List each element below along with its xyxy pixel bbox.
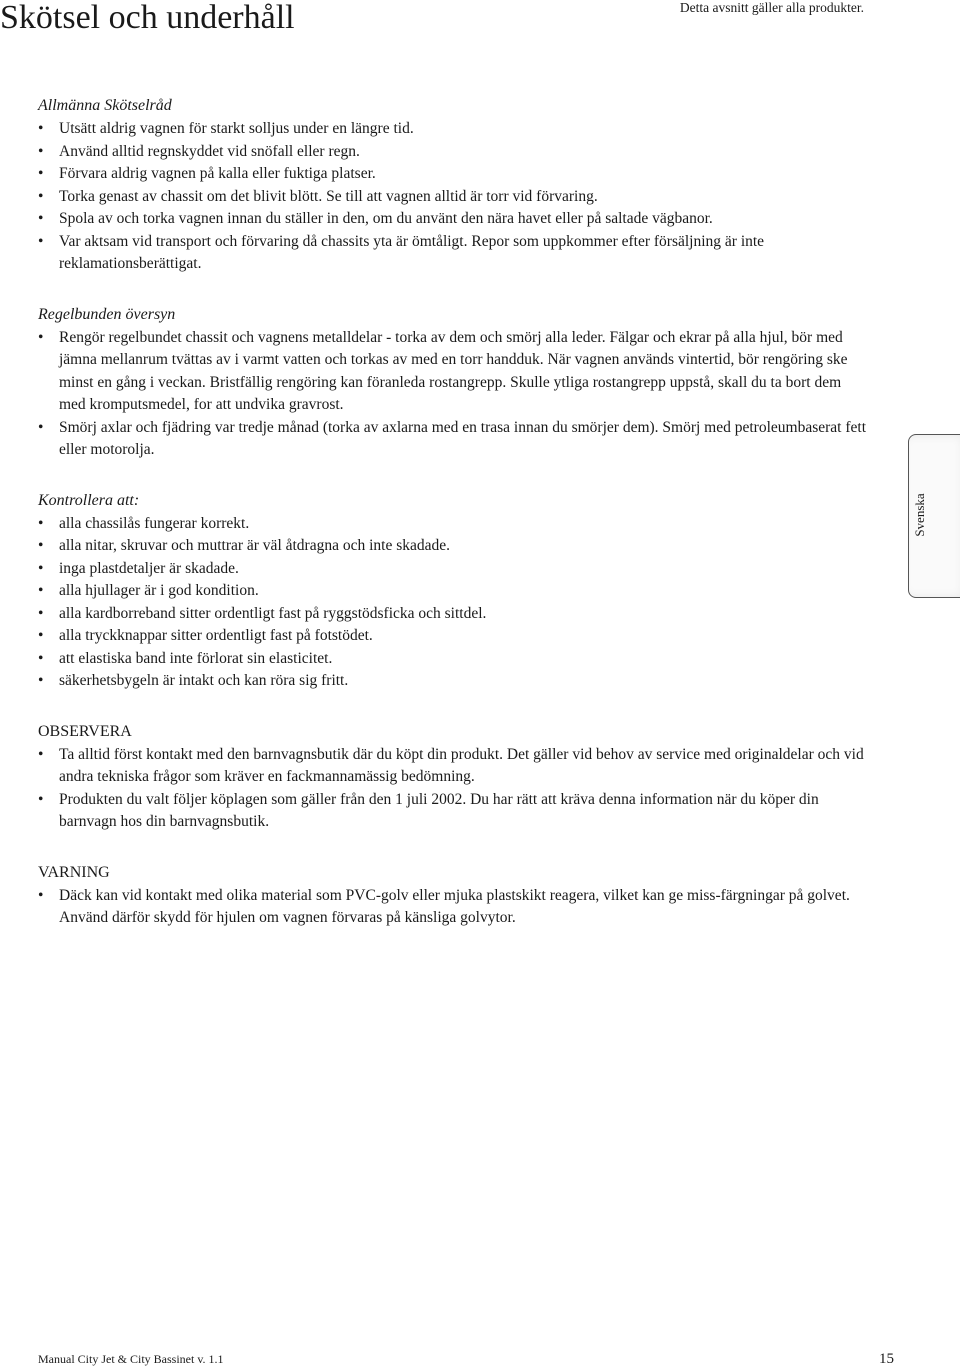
list-item: • Torka genast av chassit om det blivit blött. Se till att vagnen alltid är torr vid förvaring.: [38, 186, 868, 209]
footer-manual-title: Manual City Jet & City Bassinet v. 1.1: [38, 1352, 224, 1366]
content: [38, 95, 868, 958]
list-item: • Utsätt aldrig vagnen för starkt solljus under en längre tid.: [38, 118, 868, 141]
list-item: • Använd alltid regnskyddet vid snöfall eller regn.: [38, 141, 868, 164]
list-item: • alla hjullager är i god kondition.: [38, 580, 868, 603]
section-heading: Regelbunden översyn: [38, 305, 176, 323]
page-number: 15: [879, 1351, 894, 1367]
list-item: • alla kardborreband sitter ordentligt fast på ryggstödsficka och sittdel.: [38, 603, 868, 626]
list-item: • Smörj axlar och fjädring var tredje månad (torka av axlarna med en trasa innan du smörjer dem). Smörj med petroleumbaserat fett eller motorolja.: [38, 417, 868, 462]
list-item: • Förvara aldrig vagnen på kalla eller fuktiga platser.: [38, 163, 868, 186]
bullet-list: [38, 885, 868, 930]
list-item: • Produkten du valt följer köplagen som gäller från den 1 juli 2002. Du har rätt att kräva denna information när du köper din barnvagn hos din barnvagnsbutik.: [38, 789, 868, 834]
section-note: [38, 721, 868, 834]
section-heading: VARNING: [38, 863, 110, 881]
list-item: • Ta alltid först kontakt med den barnvagnsbutik där du köpt din produkt. Det gäller vid behov av service med originaldelar och vid andra tekniska frågor som kräver en fackmannamässig bedömning.: [38, 744, 868, 789]
list-item: • alla chassilås fungerar korrekt.: [38, 513, 868, 536]
section-heading: Allmänna Skötselråd: [38, 97, 172, 114]
list-item: • alla nitar, skruvar och muttrar är väl åtdragna och inte skadade.: [38, 535, 868, 558]
bullet-list: [38, 513, 868, 693]
bullet-list: [38, 118, 868, 276]
language-tab-label: Svenska: [912, 493, 927, 537]
list-item: • att elastiska band inte förlorat sin elasticitet.: [38, 648, 868, 671]
bullet-list: [38, 744, 868, 834]
section-warning: [38, 862, 868, 930]
list-item: • alla tryckknappar sitter ordentligt fast på fotstödet.: [38, 625, 868, 648]
list-item: • Var aktsam vid transport och förvaring då chassits yta är ömtåligt. Repor som uppkommer efter försäljning är inte reklamationsberättigat.: [38, 231, 868, 276]
list-item: • Rengör regelbundet chassit och vagnens metalldelar - torka av dem och smörj alla leder. Fälgar och ekrar på alla hjul, bör med jämna mellanrum tvättas av i varmt vatten och torkas av med en torr handduk. När vagnen används vintertid, bör rengöring ske minst en gång i veckan. Bristfällig rengöring kan föranleda rostangrepp. Skulle ytliga rostangrepp uppstå, skall du ta bort dem med kromputsmedel, for att undvika gravrost.: [38, 327, 868, 417]
section-general-care: [38, 95, 868, 276]
section-heading: OBSERVERA: [38, 722, 132, 740]
page-title: Skötsel och underhåll: [0, 0, 295, 36]
applies-note: Detta avsnitt gäller alla produkter.: [679, 0, 864, 15]
list-item: • Spola av och torka vagnen innan du ställer in den, om du använt den nära havet eller på saltade vägbanor.: [38, 208, 868, 231]
list-item: • inga plastdetaljer är skadade.: [38, 558, 868, 581]
section-regular-inspection: [38, 304, 868, 462]
section-heading: Kontrollera att:: [38, 491, 140, 509]
list-item: • säkerhetsbygeln är intakt och kan röra sig fritt.: [38, 670, 868, 693]
list-item: • Däck kan vid kontakt med olika material som PVC-golv eller mjuka plastskikt reagera, vilket kan ge miss-färgningar på golvet. Använd därför skydd för hjulen om vagnen förvaras på känsliga golvytor.: [38, 885, 868, 930]
section-checklist: [38, 490, 868, 693]
bullet-list: [38, 327, 868, 462]
